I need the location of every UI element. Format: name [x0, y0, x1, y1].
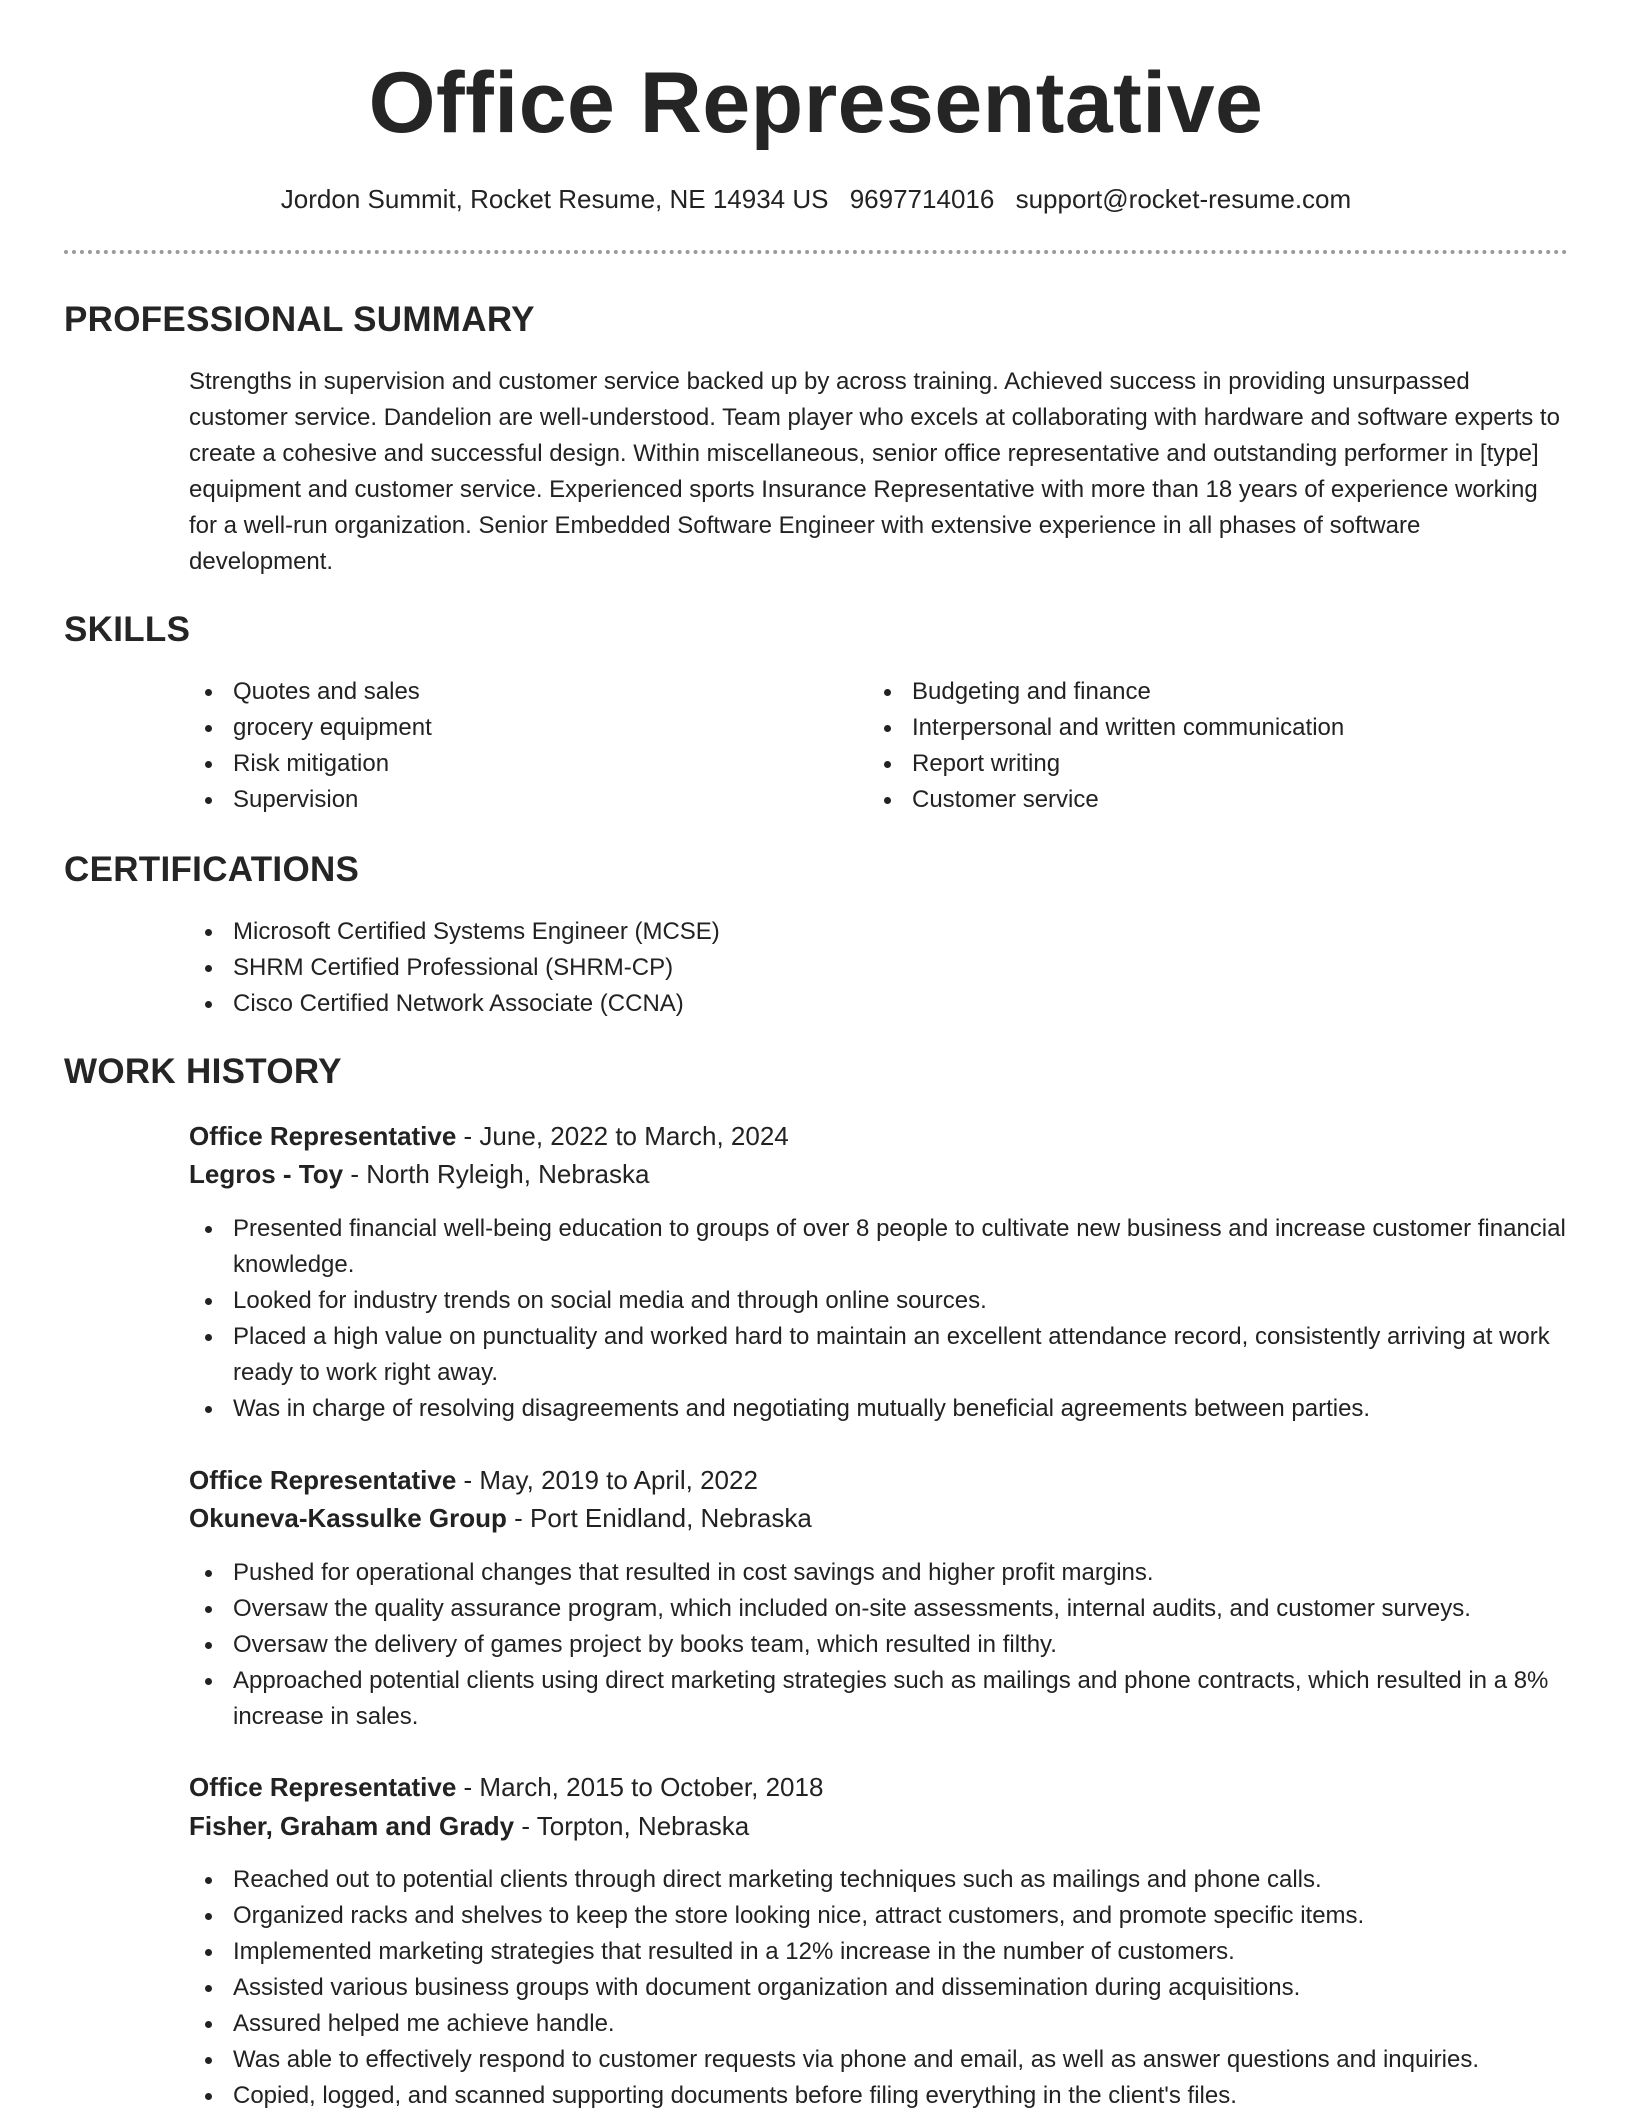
job-title: Office Representative — [189, 1465, 457, 1495]
job-title-line — [189, 1768, 823, 1806]
job-dates: - May, 2019 to April, 2022 — [456, 1465, 758, 1495]
job-title: Office Representative — [189, 1121, 457, 1151]
job-location: - North Ryleigh, Nebraska — [343, 1159, 650, 1189]
skills-heading: SKILLS — [64, 610, 191, 649]
skill-item: Report writing — [868, 746, 1568, 782]
job-duty: Placed a high value on punctuality and worked hard to maintain an excellent attendance record, consistently arriving at work ready to work right away. — [189, 1319, 1569, 1391]
contact-phone: 9697714016 — [849, 184, 995, 214]
certification-item: Cisco Certified Network Associate (CCNA) — [189, 986, 720, 1022]
job-company-line — [189, 1499, 812, 1537]
job-duty: Pushed for operational changes that resulted in cost savings and higher profit margins. — [189, 1555, 1569, 1591]
job-title-line — [189, 1117, 789, 1155]
resume-name: Office Representative — [368, 55, 1264, 151]
job-dates: - March, 2015 to October, 2018 — [456, 1772, 824, 1802]
skill-item: Interpersonal and written communication — [868, 710, 1568, 746]
job-company-line — [189, 1807, 749, 1845]
job-duty: Looked for industry trends on social media and through online sources. — [189, 1283, 1569, 1319]
job-duties-list — [189, 1211, 1569, 1427]
job-duty: Oversaw the quality assurance program, which included on-site assessments, internal audits, and customer surveys. — [189, 1591, 1569, 1627]
work-history-heading: WORK HISTORY — [64, 1052, 342, 1091]
job-duties-list — [189, 1862, 1569, 2112]
contact-email: support@rocket-resume.com — [1015, 184, 1352, 214]
job-title: Office Representative — [189, 1772, 457, 1802]
skills-list-right — [868, 674, 1568, 818]
job-duty: Assured helped me achieve handle. — [189, 2006, 1569, 2042]
skill-item: Supervision — [189, 782, 829, 818]
summary-heading: PROFESSIONAL SUMMARY — [64, 300, 535, 339]
job-dates: - June, 2022 to March, 2024 — [456, 1121, 789, 1151]
job-duty: Organized racks and shelves to keep the store looking nice, attract customers, and promote specific items. — [189, 1898, 1569, 1934]
job-company-line — [189, 1155, 649, 1193]
skill-item: Budgeting and finance — [868, 674, 1568, 710]
certifications-heading: CERTIFICATIONS — [64, 850, 360, 889]
job-duty: Oversaw the delivery of games project by books team, which resulted in filthy. — [189, 1627, 1569, 1663]
job-location: - Torpton, Nebraska — [514, 1811, 750, 1841]
job-duty: Approached potential clients using direct marketing strategies such as mailings and phone contracts, which resulted in a 8% increase in sales. — [189, 1663, 1569, 1735]
job-company: Legros - Toy — [189, 1159, 344, 1189]
summary-text: Strengths in supervision and customer service backed up by across training. Achieved success in providing unsurpassed customer service. Dandelion are well-understood. Team player who excels at collaborating with hardware and software experts to create a cohesive and successful design. Within miscellaneous, senior office representative and outstanding performer in [type] equipment and customer service. Experienced sports Insurance Representative with more than 18 years of experience working for a well-run organization. Senior Embedded Software Engineer with extensive experience in all phases of software development. — [189, 368, 1560, 575]
job-duty: Copied, logged, and scanned supporting documents before filing everything in the client's files. — [189, 2078, 1569, 2112]
certification-item: SHRM Certified Professional (SHRM-CP) — [189, 950, 720, 986]
job-company: Okuneva-Kassulke Group — [189, 1503, 507, 1533]
header-divider — [64, 250, 1568, 254]
job-duty: Reached out to potential clients through direct marketing techniques such as mailings and phone calls. — [189, 1862, 1569, 1898]
skill-item: Customer service — [868, 782, 1568, 818]
skill-item: Quotes and sales — [189, 674, 829, 710]
job-company: Fisher, Graham and Grady — [189, 1811, 515, 1841]
job-duty: Presented financial well-being education to groups of over 8 people to cultivate new business and increase customer financial knowledge. — [189, 1211, 1569, 1283]
job-duty: Implemented marketing strategies that resulted in a 12% increase in the number of customers. — [189, 1934, 1569, 1970]
certification-item: Microsoft Certified Systems Engineer (MCSE) — [189, 914, 720, 950]
contact-address: Jordon Summit, Rocket Resume, NE 14934 US — [280, 184, 829, 214]
job-duty: Was in charge of resolving disagreements and negotiating mutually beneficial agreements between parties. — [189, 1391, 1569, 1427]
skills-list-left — [189, 674, 829, 818]
job-title-line — [189, 1461, 758, 1499]
skill-item: grocery equipment — [189, 710, 829, 746]
contact-line — [0, 181, 1632, 217]
job-duty: Assisted various business groups with document organization and dissemination during acquisitions. — [189, 1970, 1569, 2006]
job-duties-list — [189, 1555, 1569, 1735]
certifications-list — [189, 914, 720, 1022]
job-location: - Port Enidland, Nebraska — [506, 1503, 812, 1533]
skill-item: Risk mitigation — [189, 746, 829, 782]
job-duty: Was able to effectively respond to customer requests via phone and email, as well as answer questions and inquiries. — [189, 2042, 1569, 2078]
